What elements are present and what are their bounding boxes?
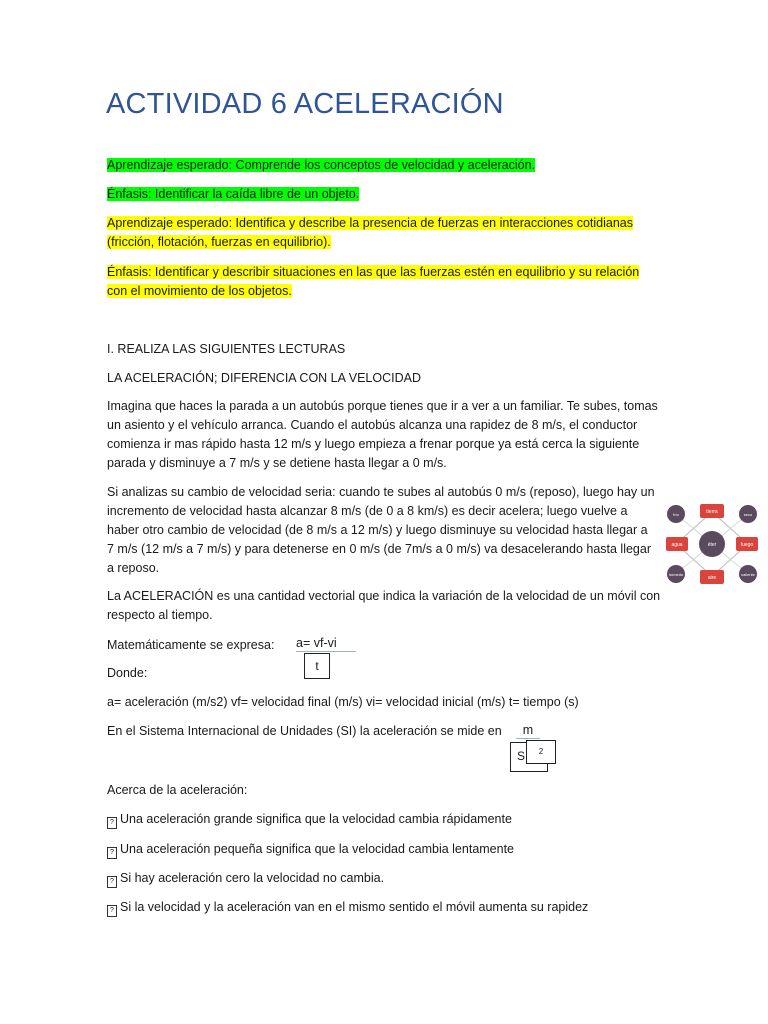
paragraph-2-line-4: 7 m/s (12 m/s a 7 m/s) y para detenerse en 0 m/s (de 7m/s a 0 m/s) va desacelerando hasta llegar bbox=[107, 542, 651, 556]
si-units-text: En el Sistema Internacional de Unidades (SI) la aceleración se mide en bbox=[107, 724, 502, 738]
objective-2-line-b: (fricción, flotación, fuerzas en equilibrio). bbox=[107, 235, 331, 249]
si-unit-exponent-box: 2 bbox=[526, 740, 556, 764]
formula-numerator: a= vf-vi bbox=[296, 636, 356, 652]
diagram-corner-label-br: caliente bbox=[741, 572, 755, 577]
bullet-item-3: ? Si hay aceleración cero la velocidad no cambia. bbox=[107, 869, 663, 888]
subheading: LA ACELERACIÓN; DIFERENCIA CON LA VELOCIDAD bbox=[107, 371, 421, 385]
bullet-box-icon: ? bbox=[107, 876, 117, 888]
paragraph-1-line-3: comienza ir mas rápido hasta 12 m/s y luego empieza a frenar porque ya está cerca la siguiente bbox=[107, 437, 640, 451]
si-unit-denominator-box: S bbox=[510, 742, 548, 772]
paragraph-1-line-2: un asiento y el vehículo arranca. Cuando el autobús alcanza una rapidez de 8 m/s, el conductor bbox=[107, 418, 638, 432]
bullet-item-1: ? Una aceleración grande significa que la velocidad cambia rápidamente bbox=[107, 810, 663, 829]
paragraph-2-line-2: incremento de velocidad hasta alcanzar 8 m/s (de 0 a 8 km/s) es decir acelera; luego vuelve a bbox=[107, 504, 628, 518]
bullet-box-icon: ? bbox=[107, 847, 117, 859]
section-heading: I. REALIZA LAS SIGUIENTES LECTURAS bbox=[107, 342, 346, 356]
diagram-corner-label-bl: húmedo bbox=[668, 572, 684, 577]
formula-denominator-box: t bbox=[304, 653, 330, 679]
diagram-label-top: tierra bbox=[706, 509, 718, 515]
paragraph-3-line-1: La ACELERACIÓN es una cantidad vectorial que indica la variación de la velocidad de un móvil con bbox=[107, 589, 661, 603]
diagram-label-right: fuego bbox=[740, 542, 754, 548]
bullet-box-icon: ? bbox=[107, 905, 117, 917]
about-heading: Acerca de la aceleración: bbox=[107, 783, 248, 797]
elements-diagram bbox=[664, 500, 760, 588]
bullet-item-2: ? Una aceleración pequeña significa que la velocidad cambia lentamente bbox=[107, 840, 663, 859]
diagram-center-label: éter bbox=[707, 542, 717, 548]
diagram-corner-label-tr: seco bbox=[743, 512, 753, 517]
variable-definitions: a= aceleración (m/s2) vf= velocidad final (m/s) vi= velocidad inicial (m/s) t= tiempo (s) bbox=[107, 695, 579, 709]
paragraph-3-line-2: respecto al tiempo. bbox=[107, 608, 213, 622]
paragraph-1-line-1: Imagina que haces la parada a un autobús porque tienes que ir a ver a un familiar. Te subes, tomas bbox=[107, 399, 658, 413]
objective-1: Aprendizaje esperado: Comprende los conceptos de velocidad y aceleración. bbox=[107, 158, 536, 172]
formula-intro: Matemáticamente se expresa: bbox=[107, 638, 275, 652]
bullet-item-4: ? Si la velocidad y la aceleración van en el mismo sentido el móvil aumenta su rapidez bbox=[107, 898, 663, 917]
diagram-corner-label-tl: frío bbox=[673, 512, 679, 517]
diagram-label-left: agua bbox=[671, 542, 683, 548]
paragraph-1-line-4: parada y disminuye a 7 m/s y se detiene hasta llegar a 0 m/s. bbox=[107, 456, 447, 470]
bullet-box-icon: ? bbox=[107, 817, 117, 829]
objective-2-line-a: Aprendizaje esperado: Identifica y describe la presencia de fuerzas en interacciones cotidianas bbox=[107, 216, 634, 230]
emphasis-2-line-b: con el movimiento de los objetos. bbox=[107, 284, 292, 298]
donde-label: Donde: bbox=[107, 666, 148, 680]
paragraph-2-line-3: haber otro cambio de velocidad (de 8 m/s a 12 m/s) y luego disminuye su velocidad hasta llegar a bbox=[107, 523, 648, 537]
diagram-label-bottom: aire bbox=[707, 575, 717, 581]
emphasis-1: Énfasis: Identificar la caída libre de un objeto. bbox=[107, 187, 360, 201]
paragraph-2-line-5: a reposo. bbox=[107, 561, 160, 575]
page-title: ACTIVIDAD 6 ACELERACIÓN bbox=[106, 88, 504, 120]
emphasis-2-line-a: Énfasis: Identificar y describir situaciones en las que las fuerzas estén en equilibrio y su relación bbox=[107, 265, 640, 279]
paragraph-2-line-1: Si analizas su cambio de velocidad seria: cuando te subes al autobús 0 m/s (reposo), luego hay un bbox=[107, 485, 655, 499]
si-unit-numerator: m bbox=[516, 722, 540, 739]
